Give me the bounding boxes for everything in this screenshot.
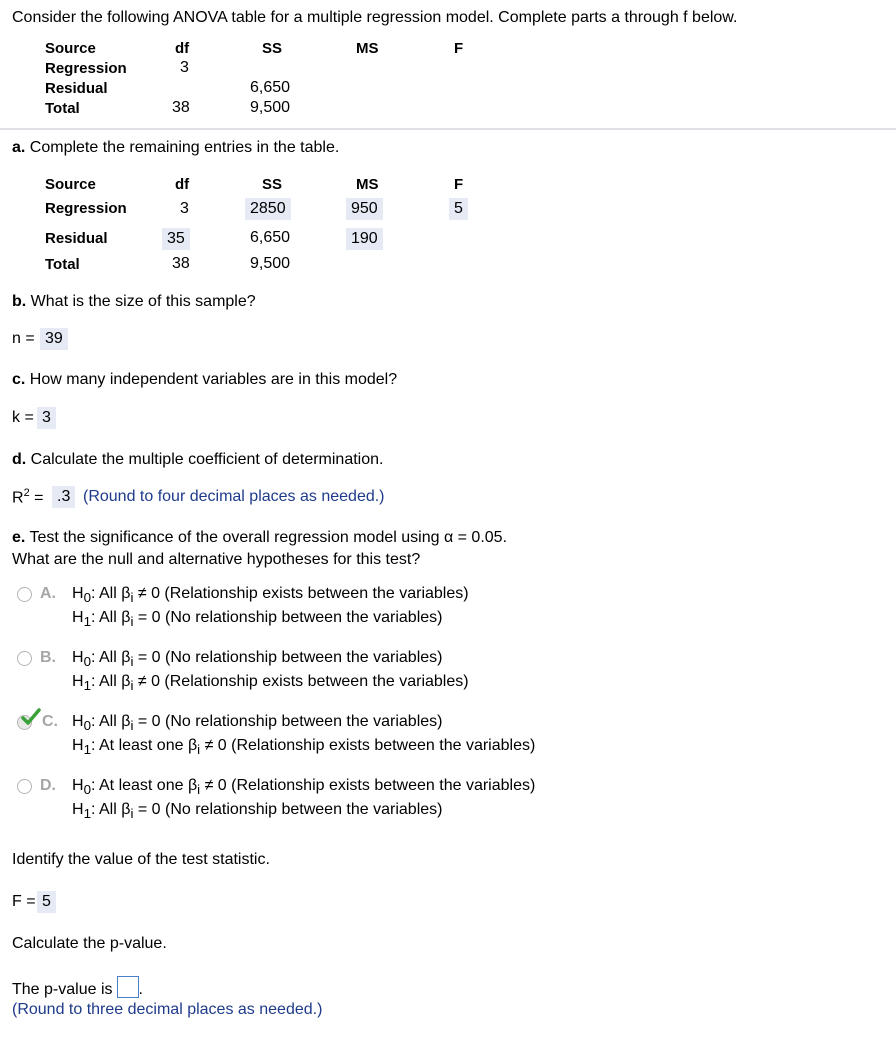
part-e-prompt: e. Test the significance of the overall regression model using α = 0.05. — [12, 529, 508, 546]
part-b-prompt: b. What is the size of this sample? — [12, 293, 256, 310]
checkmark-icon — [21, 708, 41, 726]
row-regression-label: Regression — [45, 200, 127, 217]
option-a-h1: $H_1$: All $\beta_i = 0$ (No relationship between the variables) — [72, 609, 443, 630]
part-e-subprompt: What are the null and alternative hypotheses for this test? — [12, 551, 421, 568]
header-ms: MS — [356, 40, 379, 57]
header-ss: SS — [262, 176, 283, 193]
option-b-h0: $H_0$: All $\beta_i = 0$ (No relationship between the variables) — [72, 649, 443, 670]
pvalue-input[interactable] — [117, 976, 139, 998]
row-total-label: Total — [45, 256, 80, 273]
header-ss: SS — [262, 40, 283, 57]
n-label: n = — [12, 330, 35, 347]
option-d-h1: $H_1$: All $\beta_i = 0$ (No relationship between the variables) — [72, 801, 443, 822]
option-d-radio[interactable] — [17, 779, 32, 794]
residual-ms-answer[interactable]: 190 — [346, 228, 383, 250]
header-df: df — [175, 40, 190, 57]
f-answer[interactable]: 5 — [37, 891, 56, 913]
k-label: k = — [12, 409, 34, 426]
residual-ss: 6,650 — [250, 229, 291, 246]
header-ms: MS — [356, 176, 379, 193]
f-label: F = — [12, 893, 36, 910]
r2-label: $R^2$ = — [12, 487, 44, 507]
residual-ss: 6,650 — [250, 79, 291, 96]
option-d-letter: D. — [40, 777, 56, 794]
row-residual-label: Residual — [45, 230, 108, 247]
row-residual-label: Residual — [45, 80, 108, 97]
test-stat-prompt: Identify the value of the test statistic. — [12, 851, 270, 868]
option-c-h1: $H_1$: At least one $\beta_i \ne 0$ (Relationship exists between the variables) — [72, 737, 536, 758]
total-ss: 9,500 — [250, 99, 291, 116]
option-a-letter: A. — [40, 585, 56, 602]
option-c-letter: C. — [42, 713, 58, 730]
header-source: Source — [45, 40, 96, 57]
total-df: 38 — [172, 99, 190, 116]
r2-answer[interactable]: .3 — [52, 486, 75, 508]
residual-df-answer[interactable]: 35 — [162, 228, 190, 250]
intro-text: Consider the following ANOVA table for a multiple regression model. Complete parts a through f below. — [12, 9, 738, 26]
n-answer[interactable]: 39 — [40, 328, 68, 350]
total-df: 38 — [172, 255, 190, 272]
option-c-h0: $H_0$: All $\beta_i = 0$ (No relationship between the variables) — [72, 713, 443, 734]
option-b-letter: B. — [40, 649, 56, 666]
regression-df: 3 — [180, 59, 189, 76]
header-source: Source — [45, 176, 96, 193]
header-df: df — [175, 176, 190, 193]
row-regression-label: Regression — [45, 60, 127, 77]
option-a-radio[interactable] — [17, 587, 32, 602]
part-c-prompt: c. How many independent variables are in this model? — [12, 371, 398, 388]
header-f: F — [454, 40, 464, 57]
option-b-h1: $H_1$: All $\beta_i \ne 0$ (Relationship exists between the variables) — [72, 673, 469, 694]
regression-df: 3 — [180, 200, 189, 217]
part-d-prompt: d. Calculate the multiple coefficient of determination. — [12, 451, 384, 468]
option-d-h0: $H_0$: At least one $\beta_i \ne 0$ (Relationship exists between the variables) — [72, 777, 536, 798]
regression-ss-answer[interactable]: 2850 — [245, 198, 291, 220]
regression-ms-answer[interactable]: 950 — [346, 198, 383, 220]
pvalue-hint: (Round to three decimal places as needed.) — [12, 1001, 323, 1018]
r2-hint: (Round to four decimal places as needed.) — [83, 488, 385, 505]
row-total-label: Total — [45, 100, 80, 117]
regression-f-answer[interactable]: 5 — [449, 198, 468, 220]
option-b-radio[interactable] — [17, 651, 32, 666]
part-a-prompt: a. Complete the remaining entries in the table. — [12, 139, 340, 156]
header-f: F — [454, 176, 464, 193]
total-ss: 9,500 — [250, 255, 291, 272]
k-answer[interactable]: 3 — [37, 407, 56, 429]
option-a-h0: $H_0$: All $\beta_i \ne 0$ (Relationship exists between the variables) — [72, 585, 469, 606]
pvalue-prompt: Calculate the p-value. — [12, 935, 167, 952]
pvalue-line: The p-value is . — [12, 976, 143, 999]
divider — [0, 128, 896, 130]
